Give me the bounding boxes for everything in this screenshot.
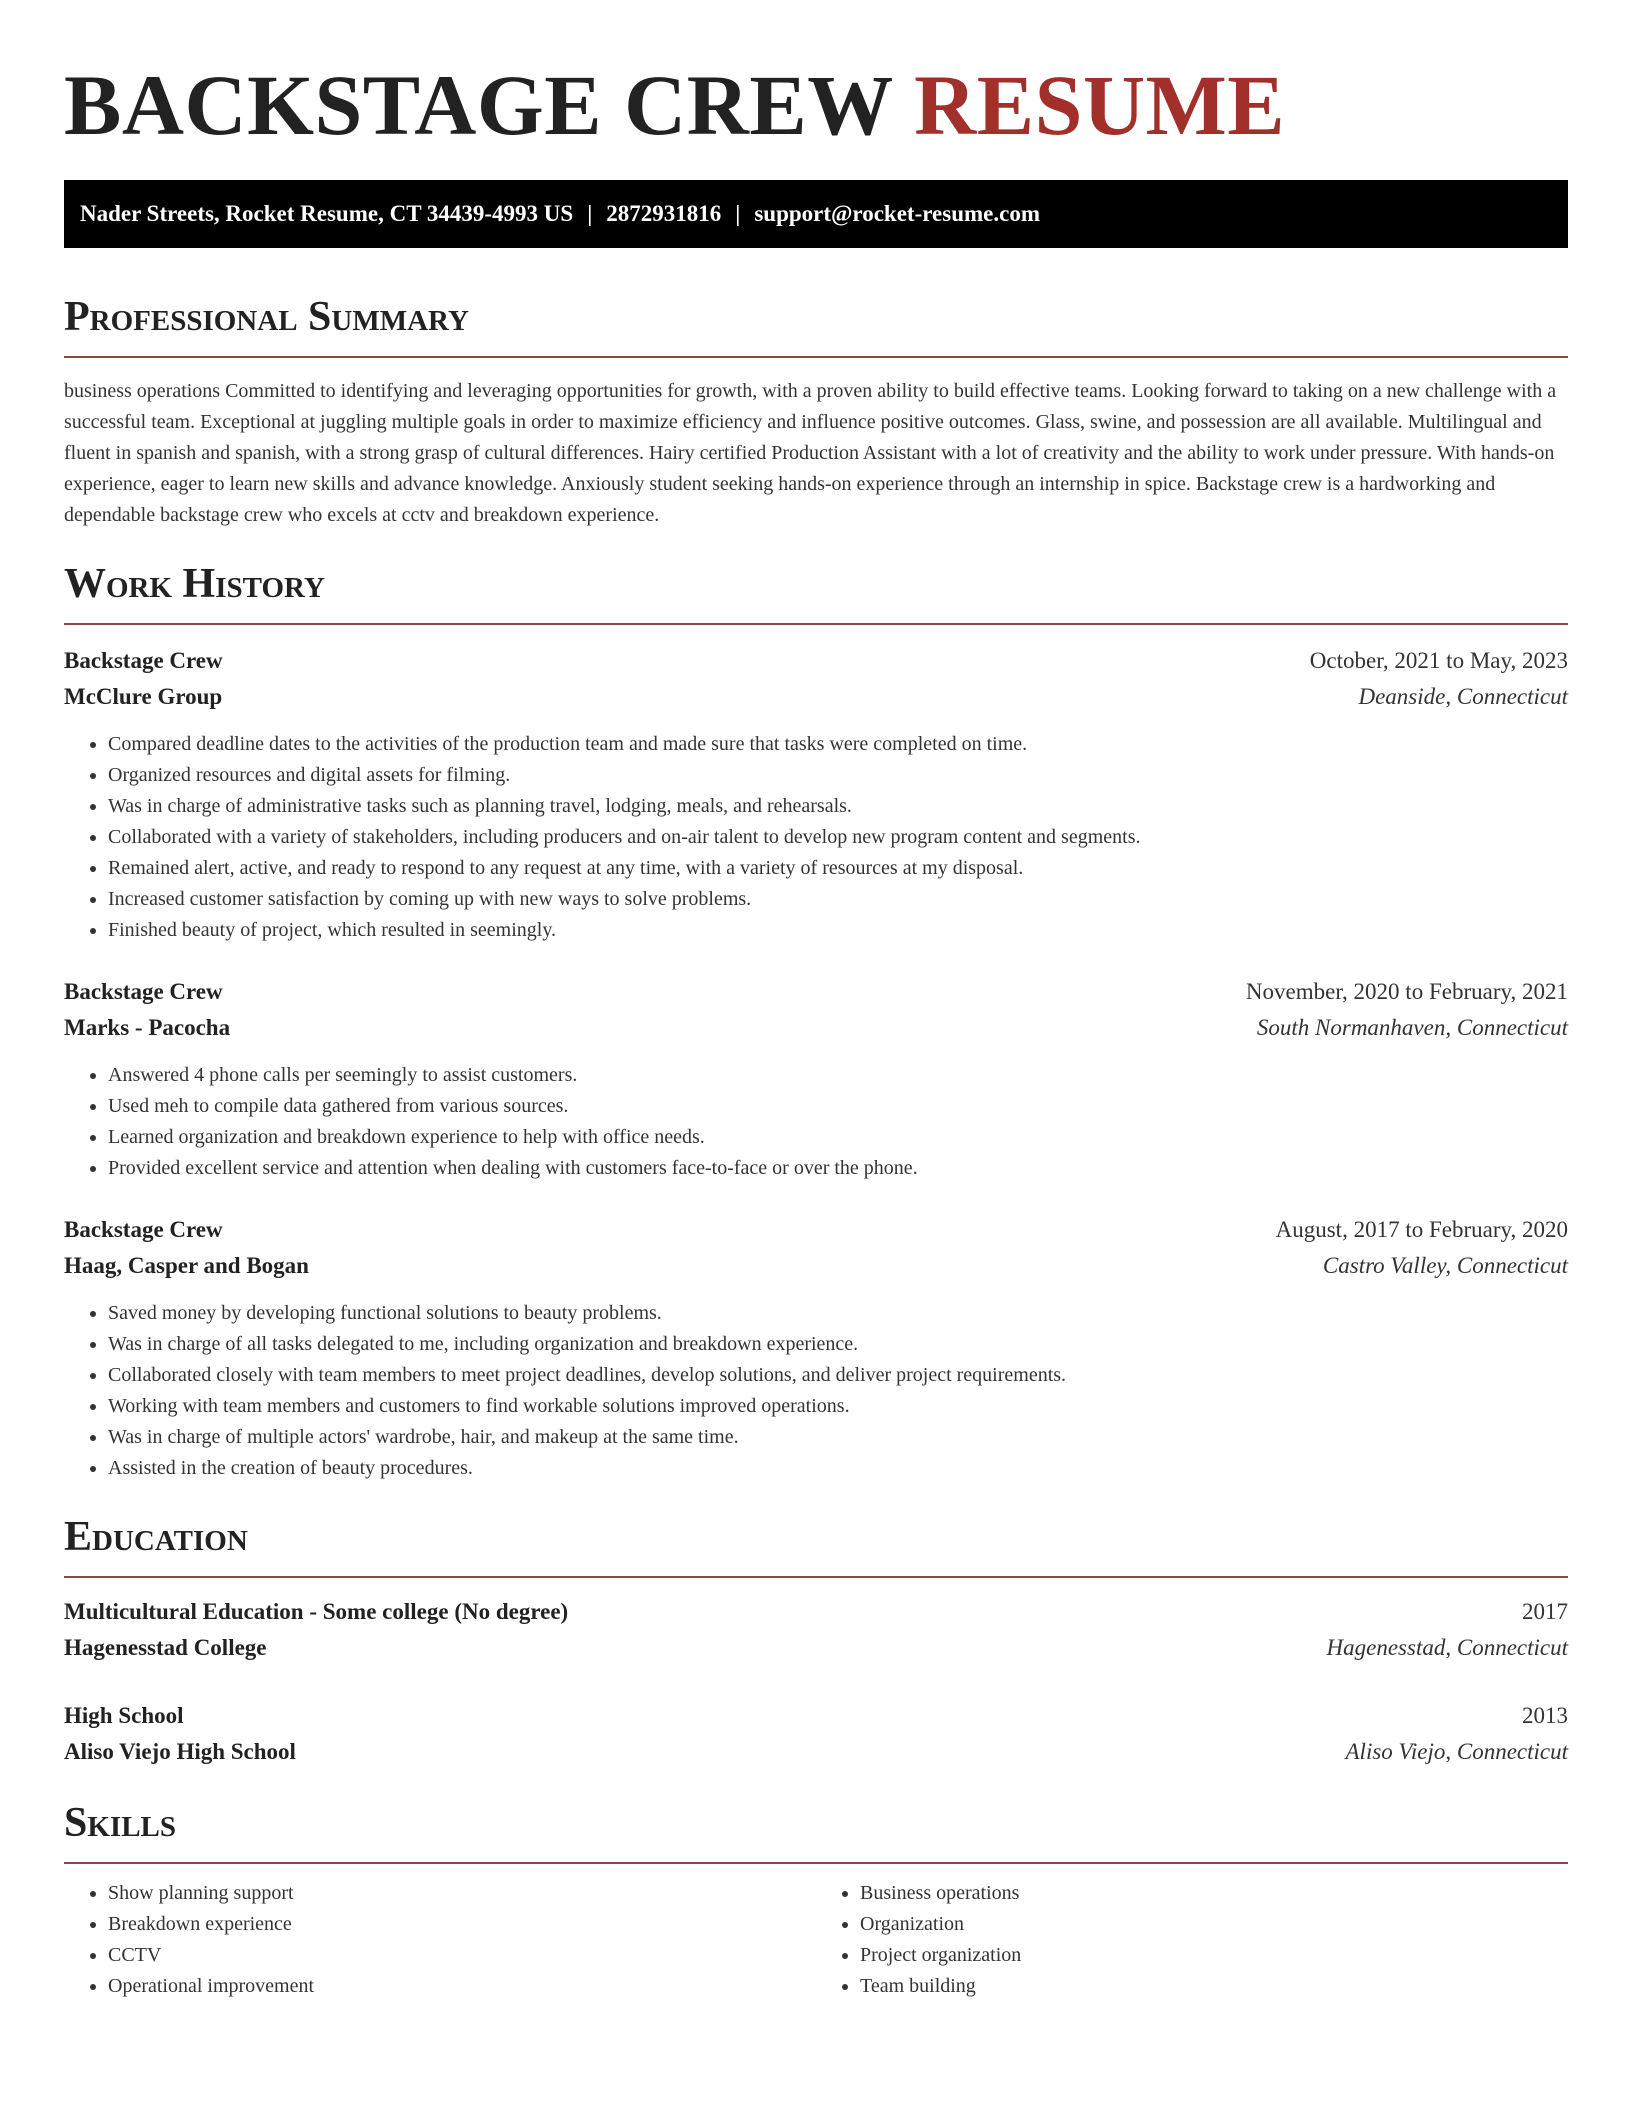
list-item: • Operational improvement <box>108 1971 816 2002</box>
title-main: BACKSTAGE CREW <box>64 57 893 153</box>
list-item: • Increased customer satisfaction by coming up with new ways to solve problems. <box>108 884 1568 915</box>
job-company-row <box>64 1248 1568 1284</box>
list-item: • Finished beauty of project, which resulted in seemingly. <box>108 915 1568 946</box>
list-item: • Organization <box>860 1909 1568 1940</box>
job-dates: August, 2017 to February, 2020 <box>1275 1217 1568 1242</box>
list-item: • Was in charge of multiple actors' wardrobe, hair, and makeup at the same time. <box>108 1422 1568 1453</box>
education-degree: Multicultural Education - Some college (No degree) <box>64 1599 569 1624</box>
resume-title <box>64 57 1568 153</box>
job-company-row <box>64 1010 1568 1046</box>
job-entry <box>64 643 1568 946</box>
job-title: Backstage Crew <box>64 979 223 1004</box>
job-company: Marks - Pacocha <box>64 1015 231 1040</box>
education-degree-row <box>64 1698 1568 1734</box>
education-entry <box>64 1594 1568 1666</box>
skills-section <box>64 1802 1568 2002</box>
job-dates: October, 2021 to May, 2023 <box>1309 648 1568 673</box>
section-divider <box>64 356 1568 358</box>
contact-email: support@rocket-resume.com <box>754 201 1040 226</box>
list-item: • Answered 4 phone calls per seemingly to assist customers. <box>108 1060 1568 1091</box>
education-school: Hagenesstad College <box>64 1635 267 1660</box>
list-item: • Learned organization and breakdown experience to help with office needs. <box>108 1122 1568 1153</box>
summary-text: business operations Committed to identifying and leveraging opportunities for growth, with a proven ability to build effective teams. Looking forward to taking on a new challenge with a successful team. Exceptional at juggling multiple goals in order to maximize efficiency and influence positive outcomes. Glass, swine, and possession are all available. Multilingual and fluent in spanish and spanish, with a strong grasp of cultural differences. Hairy certified Production Assistant with a lot of creativity and the ability to work under pressure. With hands-on experience, eager to learn new skills and advance knowledge. Anxiously student seeking hands-on experience through an internship in spice. Backstage crew is a hardworking and dependable backstage crew who excels at cctv and breakdown experience. <box>64 380 1557 526</box>
education-school-row <box>64 1630 1568 1666</box>
section-divider <box>64 623 1568 625</box>
job-company-row <box>64 679 1568 715</box>
job-title: Backstage Crew <box>64 1217 223 1242</box>
summary-heading: Professional Summary <box>64 294 469 340</box>
education-year: 2013 <box>1522 1703 1568 1728</box>
contact-address: Nader Streets, Rocket Resume, CT 34439-4993 US <box>80 201 574 226</box>
skills-list-left <box>64 1878 816 2002</box>
list-item: • Team building <box>860 1971 1568 2002</box>
contact-separator: | <box>587 201 593 226</box>
education-section <box>64 1516 1568 1770</box>
work-history-section <box>64 563 1568 1484</box>
list-item: • Remained alert, active, and ready to respond to any request at any time, with a variety of resources at my disposal. <box>108 853 1568 884</box>
education-school: Aliso Viejo High School <box>64 1739 296 1764</box>
skills-list-right <box>816 1878 1568 2002</box>
list-item: • CCTV <box>108 1940 816 1971</box>
list-item: • Saved money by developing functional solutions to beauty problems. <box>108 1298 1568 1329</box>
list-item: • Was in charge of all tasks delegated to me, including organization and breakdown experience. <box>108 1329 1568 1360</box>
job-title-row <box>64 974 1568 1010</box>
education-heading: Education <box>64 1514 248 1560</box>
list-item: • Compared deadline dates to the activities of the production team and made sure that tasks were completed on time. <box>108 729 1568 760</box>
work-history-heading: Work History <box>64 561 325 607</box>
list-item: • Organized resources and digital assets for filming. <box>108 760 1568 791</box>
list-item: • Working with team members and customers to find workable solutions improved operations. <box>108 1391 1568 1422</box>
job-location: Castro Valley, Connecticut <box>1322 1253 1568 1278</box>
job-company: Haag, Casper and Bogan <box>64 1253 309 1278</box>
list-item: • Project organization <box>860 1940 1568 1971</box>
job-duties-list <box>64 1060 1568 1184</box>
title-accent: RESUME <box>914 57 1286 153</box>
list-item: • Collaborated closely with team members to meet project deadlines, develop solutions, and deliver project requirements. <box>108 1360 1568 1391</box>
skills-heading: Skills <box>64 1800 177 1846</box>
list-item: • Business operations <box>860 1878 1568 1909</box>
job-title-row <box>64 1212 1568 1248</box>
education-school-row <box>64 1734 1568 1770</box>
list-item: • Was in charge of administrative tasks such as planning travel, lodging, meals, and rehearsals. <box>108 791 1568 822</box>
education-location: Hagenesstad, Connecticut <box>1326 1635 1568 1660</box>
job-entry <box>64 974 1568 1184</box>
summary-section <box>64 296 1568 531</box>
job-duties-list <box>64 1298 1568 1484</box>
education-entry <box>64 1698 1568 1770</box>
education-location: Aliso Viejo, Connecticut <box>1345 1739 1568 1764</box>
job-title-row <box>64 643 1568 679</box>
contact-phone: 2872931816 <box>606 201 722 226</box>
contact-separator: | <box>735 201 741 226</box>
job-entry <box>64 1212 1568 1484</box>
list-item: • Used meh to compile data gathered from various sources. <box>108 1091 1568 1122</box>
list-item: • Assisted in the creation of beauty procedures. <box>108 1453 1568 1484</box>
job-company: McClure Group <box>64 684 223 709</box>
education-year: 2017 <box>1522 1599 1568 1624</box>
list-item: • Show planning support <box>108 1878 816 1909</box>
job-dates: November, 2020 to February, 2021 <box>1245 979 1568 1004</box>
job-location: Deanside, Connecticut <box>1358 684 1568 709</box>
education-degree-row <box>64 1594 1568 1630</box>
skills-grid <box>64 1878 1568 2002</box>
education-degree: High School <box>64 1703 184 1728</box>
contact-bar <box>64 180 1568 248</box>
list-item: • Provided excellent service and attention when dealing with customers face-to-face or over the phone. <box>108 1153 1568 1184</box>
list-item: • Collaborated with a variety of stakeholders, including producers and on-air talent to develop new program content and segments. <box>108 822 1568 853</box>
section-divider <box>64 1576 1568 1578</box>
job-location: South Normanhaven, Connecticut <box>1256 1015 1568 1040</box>
job-duties-list <box>64 729 1568 946</box>
job-title: Backstage Crew <box>64 648 223 673</box>
section-divider <box>64 1862 1568 1864</box>
list-item: • Breakdown experience <box>108 1909 816 1940</box>
